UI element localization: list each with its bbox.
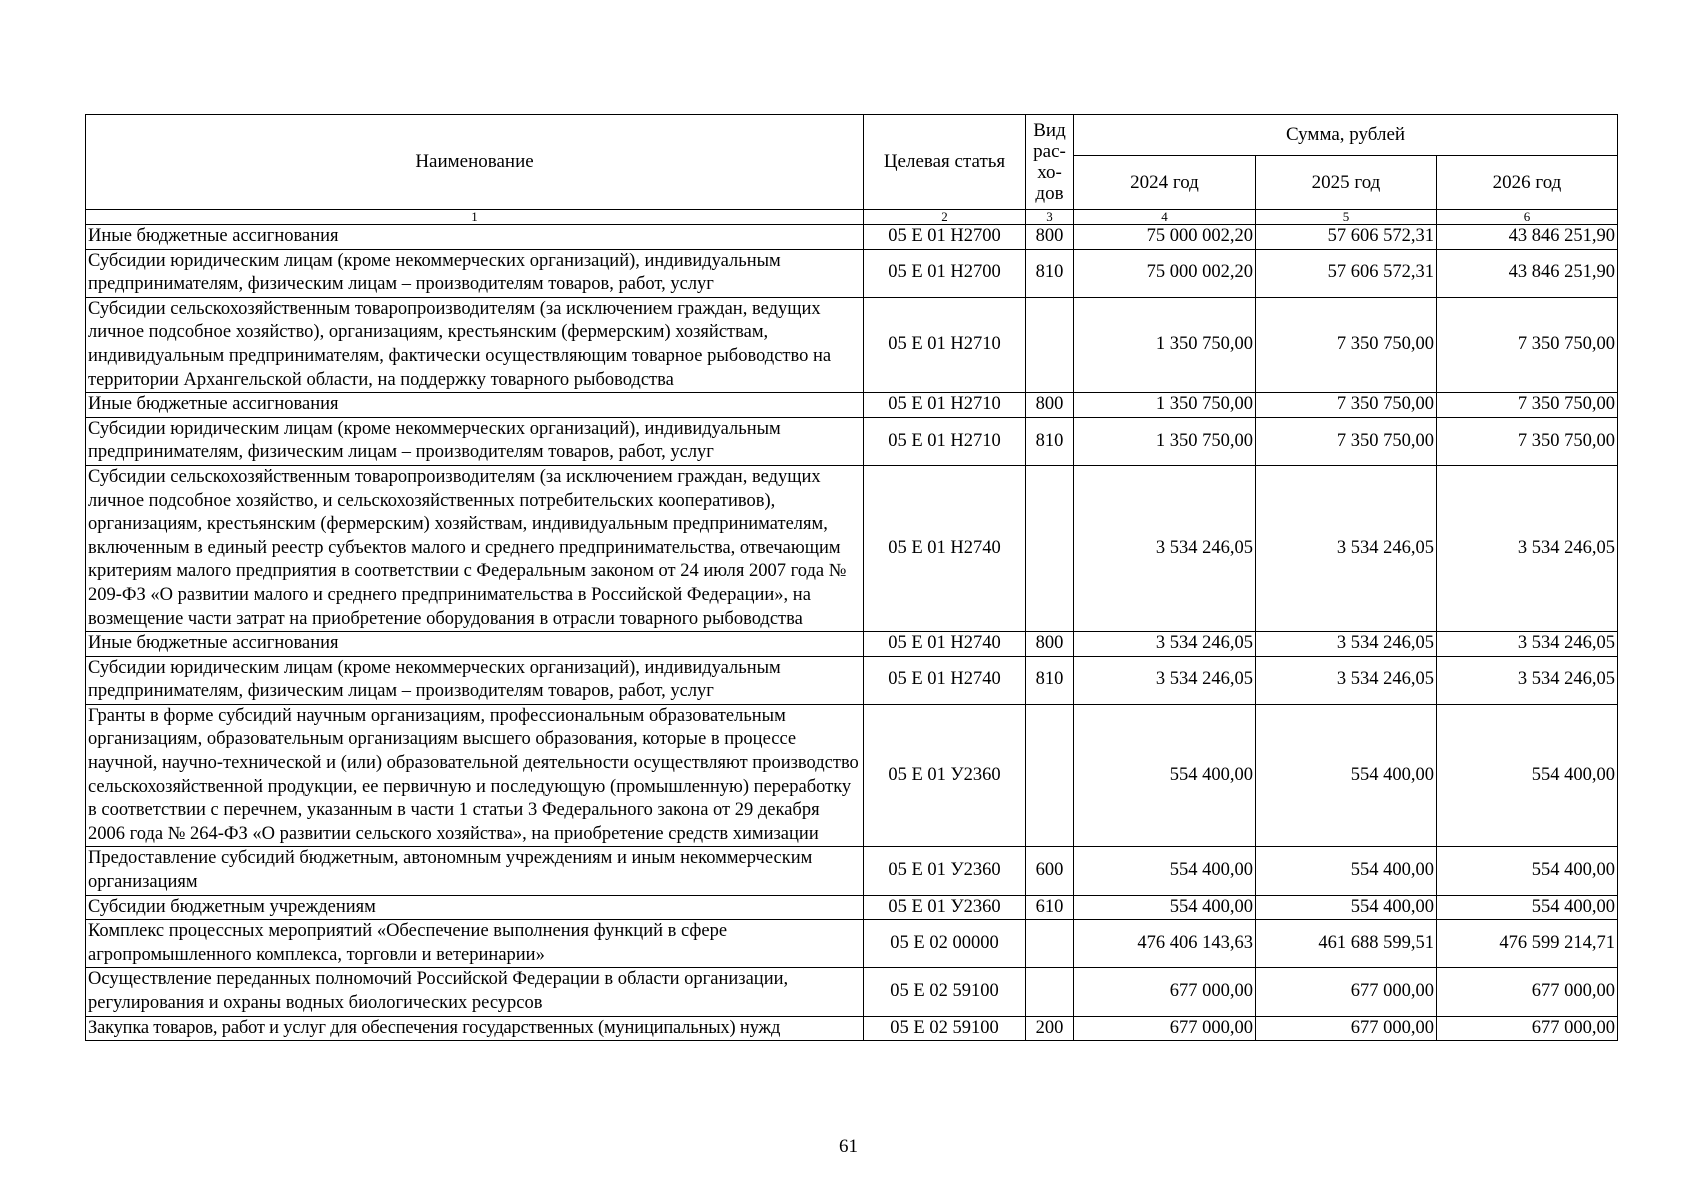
row-expense-type: 810 (1026, 417, 1074, 465)
row-expense-type: 810 (1026, 656, 1074, 704)
row-expense-type (1026, 968, 1074, 1016)
row-amount-2026: 7 350 750,00 (1437, 297, 1618, 392)
row-name: Закупка товаров, работ и услуг для обеспечения государственных (муниципальных) нужд (86, 1016, 864, 1041)
row-expense-type: 610 (1026, 895, 1074, 920)
row-expense-type: 200 (1026, 1016, 1074, 1041)
row-amount-2026: 3 534 246,05 (1437, 656, 1618, 704)
row-name: Субсидии юридическим лицам (кроме некоммерческих организаций), индивидуальным предпринимателям, физическим лицам – производителям товаров, работ, услуг (86, 417, 864, 465)
header-year-2024: 2024 год (1074, 156, 1256, 210)
table-row (86, 225, 1618, 250)
row-target-article: 05 Е 01 У2360 (864, 847, 1026, 895)
budget-table-sheet (85, 114, 1617, 1041)
row-amount-2025: 7 350 750,00 (1256, 297, 1437, 392)
table-row (86, 847, 1618, 895)
table-row (86, 249, 1618, 297)
row-name: Иные бюджетные ассигнования (86, 632, 864, 657)
row-amount-2025: 3 534 246,05 (1256, 465, 1437, 631)
column-number: 1 (86, 210, 864, 225)
table-row (86, 920, 1618, 968)
row-amount-2024: 75 000 002,20 (1074, 249, 1256, 297)
row-target-article: 05 Е 01 Н2740 (864, 465, 1026, 631)
row-amount-2025: 677 000,00 (1256, 1016, 1437, 1041)
header-year-2026: 2026 год (1437, 156, 1618, 210)
column-number: 3 (1026, 210, 1074, 225)
page-number: 61 (839, 1136, 858, 1157)
row-amount-2025: 677 000,00 (1256, 968, 1437, 1016)
row-expense-type: 800 (1026, 225, 1074, 250)
row-amount-2025: 461 688 599,51 (1256, 920, 1437, 968)
row-amount-2024: 554 400,00 (1074, 704, 1256, 847)
row-amount-2025: 7 350 750,00 (1256, 393, 1437, 418)
row-amount-2024: 1 350 750,00 (1074, 417, 1256, 465)
row-name: Предоставление субсидий бюджетным, автономным учреждениям и иным некоммерческим организациям (86, 847, 864, 895)
row-name: Иные бюджетные ассигнования (86, 225, 864, 250)
row-amount-2024: 554 400,00 (1074, 847, 1256, 895)
row-target-article: 05 Е 01 У2360 (864, 895, 1026, 920)
table-row (86, 1016, 1618, 1041)
row-amount-2025: 554 400,00 (1256, 704, 1437, 847)
table-row (86, 704, 1618, 847)
row-amount-2026: 43 846 251,90 (1437, 249, 1618, 297)
header-target-article: Целевая статья (864, 115, 1026, 210)
table-row (86, 656, 1618, 704)
row-amount-2025: 554 400,00 (1256, 847, 1437, 895)
row-target-article: 05 Е 01 Н2740 (864, 656, 1026, 704)
row-name: Иные бюджетные ассигнования (86, 393, 864, 418)
row-target-article: 05 Е 01 Н2700 (864, 225, 1026, 250)
row-name: Субсидии юридическим лицам (кроме некоммерческих организаций), индивидуальным предпринимателям, физическим лицам – производителям товаров, работ, услуг (86, 656, 864, 704)
column-number-row (86, 210, 1618, 225)
row-name: Субсидии бюджетным учреждениям (86, 895, 864, 920)
row-amount-2026: 7 350 750,00 (1437, 393, 1618, 418)
header-name: Наименование (86, 115, 864, 210)
row-name: Осуществление переданных полномочий Российской Федерации в области организации, регулирования и охраны водных биологических ресурсов (86, 968, 864, 1016)
row-amount-2026: 7 350 750,00 (1437, 417, 1618, 465)
row-expense-type (1026, 465, 1074, 631)
column-number: 2 (864, 210, 1026, 225)
row-amount-2026: 554 400,00 (1437, 704, 1618, 847)
row-target-article: 05 Е 01 Н2710 (864, 393, 1026, 418)
row-expense-type: 600 (1026, 847, 1074, 895)
row-amount-2024: 677 000,00 (1074, 1016, 1256, 1041)
table-row (86, 297, 1618, 392)
row-target-article: 05 Е 01 Н2710 (864, 417, 1026, 465)
row-amount-2026: 3 534 246,05 (1437, 632, 1618, 657)
row-amount-2025: 57 606 572,31 (1256, 249, 1437, 297)
row-amount-2026: 476 599 214,71 (1437, 920, 1618, 968)
row-amount-2026: 677 000,00 (1437, 968, 1618, 1016)
table-row (86, 632, 1618, 657)
row-name: Гранты в форме субсидий научным организациям, профессиональным образовательным организациям, образовательным организациям высшего образования, которые в процессе научной, научно-технической и (или) образовательной деятельности осуществляют производство сельскохозяйственной продукции, ее первичную и последующую (промышленную) переработку в соответствии с перечнем, указанным в части 1 статьи 3 Федерального закона от 29 декабря 2006 года № 264-ФЗ «О развитии сельского хозяйства», на приобретение средств химизации (86, 704, 864, 847)
row-target-article: 05 Е 01 Н2740 (864, 632, 1026, 657)
header-year-2025: 2025 год (1256, 156, 1437, 210)
row-amount-2025: 554 400,00 (1256, 895, 1437, 920)
row-amount-2025: 57 606 572,31 (1256, 225, 1437, 250)
table-row (86, 417, 1618, 465)
row-amount-2024: 1 350 750,00 (1074, 297, 1256, 392)
table-row (86, 968, 1618, 1016)
row-expense-type: 800 (1026, 632, 1074, 657)
row-amount-2024: 677 000,00 (1074, 968, 1256, 1016)
row-expense-type (1026, 920, 1074, 968)
table-row (86, 895, 1618, 920)
row-expense-type: 810 (1026, 249, 1074, 297)
row-expense-type (1026, 704, 1074, 847)
row-expense-type (1026, 297, 1074, 392)
row-target-article: 05 Е 01 Н2700 (864, 249, 1026, 297)
row-amount-2024: 3 534 246,05 (1074, 656, 1256, 704)
row-amount-2025: 7 350 750,00 (1256, 417, 1437, 465)
column-number: 4 (1074, 210, 1256, 225)
header-expense-type: Вид рас- хо- дов (1026, 115, 1074, 210)
row-amount-2024: 3 534 246,05 (1074, 465, 1256, 631)
row-amount-2024: 476 406 143,63 (1074, 920, 1256, 968)
row-amount-2026: 554 400,00 (1437, 847, 1618, 895)
row-amount-2025: 3 534 246,05 (1256, 632, 1437, 657)
row-amount-2026: 3 534 246,05 (1437, 465, 1618, 631)
row-amount-2024: 75 000 002,20 (1074, 225, 1256, 250)
row-target-article: 05 Е 02 00000 (864, 920, 1026, 968)
row-amount-2026: 554 400,00 (1437, 895, 1618, 920)
row-expense-type: 800 (1026, 393, 1074, 418)
row-amount-2024: 1 350 750,00 (1074, 393, 1256, 418)
row-target-article: 05 Е 01 Н2710 (864, 297, 1026, 392)
column-number: 6 (1437, 210, 1618, 225)
column-number: 5 (1256, 210, 1437, 225)
row-amount-2025: 3 534 246,05 (1256, 656, 1437, 704)
row-name: Субсидии сельскохозяйственным товаропроизводителям (за исключением граждан, ведущих личное подсобное хозяйство), организациям, крестьянским (фермерским) хозяйствам, индивидуальным предпринимателям, фактически осуществляющим товарное рыбоводство на территории Архангельской области, на поддержку товарного рыбоводства (86, 297, 864, 392)
row-amount-2024: 3 534 246,05 (1074, 632, 1256, 657)
row-amount-2026: 677 000,00 (1437, 1016, 1618, 1041)
budget-table (85, 114, 1618, 1041)
row-target-article: 05 Е 02 59100 (864, 968, 1026, 1016)
table-row (86, 393, 1618, 418)
row-target-article: 05 Е 02 59100 (864, 1016, 1026, 1041)
row-amount-2026: 43 846 251,90 (1437, 225, 1618, 250)
table-row (86, 465, 1618, 631)
row-amount-2024: 554 400,00 (1074, 895, 1256, 920)
row-target-article: 05 Е 01 У2360 (864, 704, 1026, 847)
row-name: Субсидии сельскохозяйственным товаропроизводителям (за исключением граждан, ведущих личное подсобное хозяйство, и сельскохозяйственных потребительских кооперативов), организациям, крестьянским (фермерским) хозяйствам, индивидуальным предпринимателям, включенным в единый реестр субъектов малого и среднего предпринимательства, отвечающим критериям малого предприятия в соответствии с Федеральным законом от 24 июля 2007 года № 209-ФЗ «О развитии малого и среднего предпринимательства в Российской Федерации», на возмещение части затрат на приобретение оборудования в отрасли товарного рыбоводства (86, 465, 864, 631)
row-name: Субсидии юридическим лицам (кроме некоммерческих организаций), индивидуальным предпринимателям, физическим лицам – производителям товаров, работ, услуг (86, 249, 864, 297)
header-sum: Сумма, рублей (1074, 115, 1618, 156)
row-name: Комплекс процессных мероприятий «Обеспечение выполнения функций в сфере агропромышленного комплекса, торговли и ветеринарии» (86, 920, 864, 968)
